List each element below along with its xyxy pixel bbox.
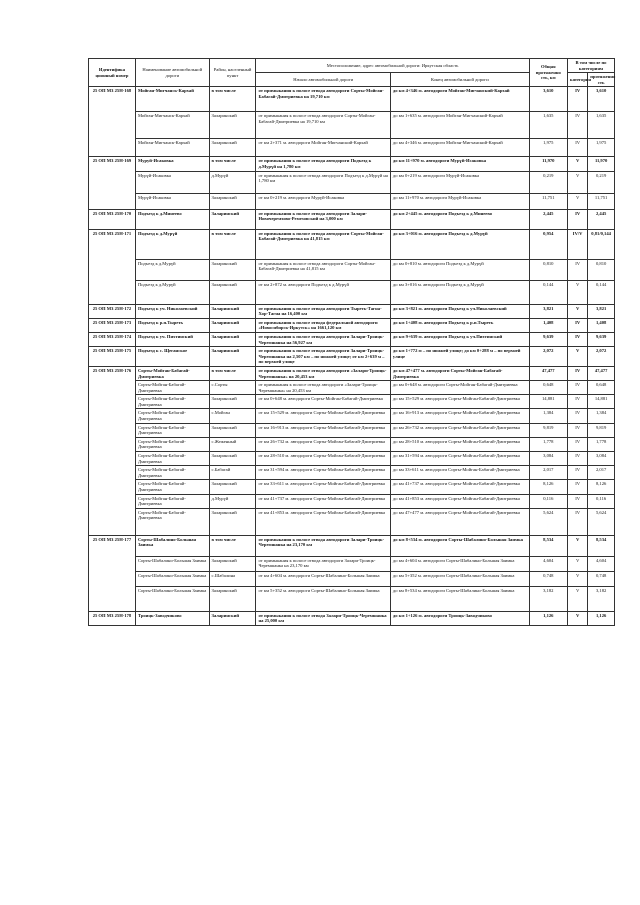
road-length: 9,639 [529, 332, 567, 346]
road-length: 3,084 [529, 452, 567, 466]
road-end: до км 9+639 м. автодороги Подъезд к уч.Пихтинский [390, 332, 529, 346]
district: с.Шабалина [209, 571, 256, 586]
road-category: V [568, 304, 588, 318]
road-name: Мурүй-Исаковка [135, 193, 209, 209]
road-end: до км 31+594 м. автодороги Сорты-Мойган-Бабагай-Дмитриевка [390, 452, 529, 466]
header-id: Идентифика ционный номер [89, 59, 136, 87]
road-start: от примыкания к полосе отвода автодороги Сорты-Мойган-Бабагай-Дмитриевка на 41,815 км [256, 259, 390, 280]
road-end: до км 26+732 м. автодороги Сорты-Мойган-Бабагай-Дмитриевка [390, 423, 529, 437]
road-length: 47,477 [529, 366, 567, 380]
road-name: Сорты-Мойган-Бабагай-Дмитриевка [135, 366, 209, 380]
district: Заларинский [209, 259, 256, 280]
category-length: 3,084 [588, 452, 615, 466]
category-length: 1,778 [588, 437, 615, 451]
road-category: V [568, 347, 588, 367]
road-end: до км 0+219 м. автодороги Мурүй-Исаковка [390, 171, 529, 193]
road-length: 3,821 [529, 304, 567, 318]
district: Заларинский [209, 139, 256, 157]
road-category: V [568, 157, 588, 171]
road-id: 25 ОП МЗ 25Н-168 [89, 87, 136, 157]
road-end: до км 0+648 м. автодороги Сорты-Мойган-Бабагай-Дмитриевка [390, 381, 529, 395]
road-start: от примыкания к полосе отвода автодороги Подъезд к д.Мурүй на 1,780 км [256, 171, 390, 193]
road-start: от примыкания к полосе отвода автодороги Залари-Новочеремхово-Ремезовский на 3,000 км [256, 209, 390, 229]
district: Заларинский [209, 318, 256, 332]
district: Заларинский [209, 556, 256, 571]
road-length: 9,819 [529, 423, 567, 437]
road-length: 1,126 [529, 611, 567, 625]
table-row [89, 395, 615, 409]
road-category: V [568, 535, 588, 556]
category-length: 11,751 [588, 193, 615, 209]
category-length: 2,072 [588, 347, 615, 367]
road-name: Сорты-Шабалино-Большая Заимка [135, 571, 209, 586]
road-start: от км 41+737 м. автодороги Сорты-Мойган-Бабагай-Дмитриевка [256, 494, 390, 508]
road-category: IV [568, 480, 588, 494]
road-end: до км 11+970 м. автодороги Мурүй-Исаковка [390, 193, 529, 209]
district: Заларинский [209, 480, 256, 494]
road-length: 0,648 [529, 381, 567, 395]
road-category: V [568, 556, 588, 571]
table-row [89, 157, 615, 171]
road-end: до км 3+016 м. автодороги Подъезд к д.Мурүй [390, 280, 529, 304]
road-category: IV [568, 409, 588, 423]
table-row [89, 586, 615, 611]
category-length: 1,975 [588, 139, 615, 157]
table-row [89, 318, 615, 332]
category-length: 2,445 [588, 209, 615, 229]
table-row [89, 409, 615, 423]
road-name: Подъезд к уч. Николаевский [135, 304, 209, 318]
road-name: Подъезд к р.п.Тыреть [135, 318, 209, 332]
table-row [89, 87, 615, 112]
road-end: до км 1+635 м. автодороги Мойган-Мигчанский-Кархай [390, 112, 529, 139]
road-start: от км 15+529 м. автодороги Сорты-Мойган-Бабагай-Дмитриевка [256, 409, 390, 423]
district: в том числе [209, 87, 256, 112]
category-length: 0,810 [588, 259, 615, 280]
road-end: до км 16+913 м. автодороги Сорты-Мойган-Бабагай-Дмитриевка [390, 409, 529, 423]
district: Заларинский [209, 423, 256, 437]
road-id: 25 ОП МЗ 25Н-178 [89, 611, 136, 625]
district: в том числе [209, 366, 256, 380]
district: Заларинский [209, 280, 256, 304]
table-row [89, 304, 615, 318]
road-id: 25 ОП МЗ 25Н-169 [89, 157, 136, 209]
district: Заларинский [209, 193, 256, 209]
header-len: протяженно сть [588, 73, 615, 87]
road-category: IV [568, 508, 588, 535]
road-start: от примыкания к полосе отвода автодороги «Залари-Троицк-Черемшанка» на 20,453 км [256, 366, 390, 380]
table-row [89, 347, 615, 367]
road-end: до км 41+737 м. автодороги Сорты-Мойган-Бабагай-Дмитриевка [390, 480, 529, 494]
road-start: от км 4+604 м. автодороги Сорты-Шабалино-Большая Заимка [256, 571, 390, 586]
road-length: 0,810 [529, 259, 567, 280]
road-length: 5,624 [529, 508, 567, 535]
header-end: Конец автомобильной дороги [390, 73, 529, 87]
road-name: Сорты-Мойган-Бабагай-Дмитриевка [135, 381, 209, 395]
road-category: IV [568, 259, 588, 280]
table-row [89, 193, 615, 209]
category-length: 8,534 [588, 535, 615, 556]
road-category: V [568, 586, 588, 611]
road-end: до км 3+016 м. автодороги Подъезд к д.Мурүй [390, 229, 529, 259]
table-header [89, 59, 615, 87]
road-start: от примыкания к полосе отвода автодороги Залари-Троицк-Черемшанка на 23,170 км [256, 556, 390, 571]
road-name: Сорты-Мойган-Бабагай-Дмитриевка [135, 395, 209, 409]
table-row [89, 437, 615, 451]
road-id: 25 ОП МЗ 25Н-174 [89, 332, 136, 346]
road-start: от км 5+352 м. автодороги Сорты-Шабалино-Большая Заимка [256, 586, 390, 611]
district: Заларинский [209, 112, 256, 139]
road-name: Сорты-Шабалино-Большая Заимка [135, 556, 209, 571]
road-length: 0,116 [529, 494, 567, 508]
header-cat: категория [568, 73, 588, 87]
district: с.Жеженный [209, 437, 256, 451]
road-start: от км 33+611 м. автодороги Сорты-Мойган-Бабагай-Дмитриевка [256, 480, 390, 494]
road-start: от примыкания к полосе отвода автодороги Сорты-Мойган-Бабагай-Дмитриевка на 41,815 км [256, 229, 390, 259]
road-name: Подъезд к с. Щеганское [135, 347, 209, 367]
table-row [89, 423, 615, 437]
road-name: Сорты-Мойган-Бабагай-Дмитриевка [135, 409, 209, 423]
road-start: от примыкания к полосе отвода автодороги Сорты-Мойган-Бабагай-Дмитриевка на 19,710 км [256, 87, 390, 112]
road-category: IV [568, 332, 588, 346]
district: д.Мурүй [209, 494, 256, 508]
road-category: IV [568, 112, 588, 139]
road-name: Подъезд к д.Мурүй [135, 280, 209, 304]
road-length: 11,751 [529, 193, 567, 209]
road-name: Троицк-Заводчиково [135, 611, 209, 625]
road-category: IV [568, 395, 588, 409]
table-row [89, 381, 615, 395]
road-length: 0,748 [529, 571, 567, 586]
road-name: Муруй-Исаковка [135, 157, 209, 171]
road-start: от км 0+219 м. автодороги Мурүй-Исаковка [256, 193, 390, 209]
road-length: 2,072 [529, 347, 567, 367]
table-row [89, 508, 615, 535]
road-category: IV [568, 452, 588, 466]
road-name: Сорты-Шабалино-Большая Заимка [135, 535, 209, 556]
road-name: Подъезд к д.Мурүй [135, 259, 209, 280]
district: с.Мойган [209, 409, 256, 423]
road-name: Сорты-Мойган-Бабагай-Дмитриевка [135, 480, 209, 494]
road-start: от км 28+510 м. автодороги Сорты-Мойган-Бабагай-Дмитриевка [256, 452, 390, 466]
road-id: 25 ОП МЗ 25Н-170 [89, 209, 136, 229]
category-length: 0,144 [588, 280, 615, 304]
road-category: V [568, 280, 588, 304]
road-start: от км 41+853 м. автодороги Сорты-Мойган-Бабагай-Дмитриевка [256, 508, 390, 535]
road-name: Сорты-Мойган-Бабагай-Дмитриевка [135, 508, 209, 535]
table-row [89, 556, 615, 571]
table-row [89, 611, 615, 625]
road-name: Мурүй-Исаковка [135, 171, 209, 193]
table-body [89, 87, 615, 626]
table-row [89, 494, 615, 508]
road-length: 1,408 [529, 318, 567, 332]
table-row [89, 480, 615, 494]
road-id: 25 ОП МЗ 25Н-171 [89, 229, 136, 304]
road-category: IV [568, 318, 588, 332]
road-category: IV [568, 437, 588, 451]
road-category: IV [568, 423, 588, 437]
road-start: от примыкания к полосе отвода Залари-Троицк-Черемшанка на 25,000 км [256, 611, 390, 625]
header-start: Начало автомобильной дороги [256, 73, 390, 87]
district: Заларинский [209, 395, 256, 409]
table-row [89, 332, 615, 346]
road-start: от примыкания к полосе отвода автодороги Залари-Троицк-Черемшанка на 56,927 км [256, 332, 390, 346]
table-row [89, 112, 615, 139]
table-row [89, 571, 615, 586]
header-name: Наименование автомобильной дороги [135, 59, 209, 87]
road-end: до км 47+477 м. автодороги Сорты-Мойган-Бабагай-Дмитриевка [390, 366, 529, 380]
road-category: IV [568, 366, 588, 380]
road-id: 25 ОП МЗ 25Н-176 [89, 366, 136, 535]
table-row [89, 280, 615, 304]
road-category: V [568, 171, 588, 193]
category-length: 14,881 [588, 395, 615, 409]
header-length: Общая протяженно сть, км [529, 59, 567, 87]
road-end: до км 11+970 м. автодороги Мурүй-Исаковка [390, 157, 529, 171]
road-id: 25 ОП МЗ 25Н-177 [89, 535, 136, 611]
category-length: 0,116 [588, 494, 615, 508]
category-length: 0,648 [588, 381, 615, 395]
category-length: 5,624 [588, 508, 615, 535]
category-length: 1,635 [588, 112, 615, 139]
district: Заларинский [209, 611, 256, 625]
road-start: от км 2+371 м. автодороги Мойган-Мигчанский-Кархай [256, 139, 390, 157]
road-register-table [88, 58, 615, 626]
category-length: 3,821 [588, 304, 615, 318]
table-row [89, 366, 615, 380]
road-length: 8,126 [529, 480, 567, 494]
road-length: 8,534 [529, 535, 567, 556]
road-end: до км 4+346 м. автодороги Мойган-Мигчанский-Кархай [390, 139, 529, 157]
road-id: 25 ОП МЗ 25Н-172 [89, 304, 136, 318]
road-length: 3,182 [529, 586, 567, 611]
road-length: 0,954 [529, 229, 567, 259]
category-length: 47,477 [588, 366, 615, 380]
category-length: 9,819 [588, 423, 615, 437]
road-name: Сорты-Мойган-Бабагай-Дмитриевка [135, 437, 209, 451]
district: Заларинский [209, 332, 256, 346]
road-category: IV/V [568, 229, 588, 259]
road-category: IV [568, 466, 588, 480]
table-row [89, 452, 615, 466]
road-category: V [568, 193, 588, 209]
road-length: 1,975 [529, 139, 567, 157]
road-length: 1,635 [529, 112, 567, 139]
road-length: 4,604 [529, 556, 567, 571]
road-start: от примыкания к полосе отвода автодороги Залари-Троицк-Черемшанка на 23,170 км [256, 535, 390, 556]
table-row [89, 535, 615, 556]
table-row [89, 466, 615, 480]
category-length: 9,639 [588, 332, 615, 346]
road-start: от примыкания к полосе отвода автодороги Тыреть-Тагна-Хор-Тагна на 16,400 км [256, 304, 390, 318]
category-length: 1,408 [588, 318, 615, 332]
road-name: Сорты-Шабалино-Большая Заимка [135, 586, 209, 611]
road-end: до км 4+346 м. автодороги Мойган-Мигчанский-Кархай [390, 87, 529, 112]
road-id: 25 ОП МЗ 25Н-173 [89, 318, 136, 332]
road-category: IV [568, 381, 588, 395]
district: Заларинский [209, 304, 256, 318]
table-row [89, 171, 615, 193]
road-end: до км 41+853 м. автодороги Сорты-Мойган-Бабагай-Дмитриевка [390, 494, 529, 508]
road-category: IV [568, 494, 588, 508]
header-location: Местоположение, адрес автомобильной дороги: Иркутская область [256, 59, 529, 73]
category-length: 1,384 [588, 409, 615, 423]
road-end: до км 3+821 м. автодороги Подъезд к уч.Николаевский [390, 304, 529, 318]
district: в том числе [209, 535, 256, 556]
header-incl: В том числе по категориям [568, 59, 615, 73]
road-name: Мойган-Мигчанск-Кархай [135, 87, 209, 112]
road-end: до км 15+529 м. автодороги Сорты-Мойган-Бабагай-Дмитриевка [390, 395, 529, 409]
category-length: 3,610 [588, 87, 615, 112]
road-id: 25 ОП МЗ 25Н-175 [89, 347, 136, 367]
district: с.Сорты [209, 381, 256, 395]
road-name: Подъезд к уч. Пихтинский [135, 332, 209, 346]
road-start: от примыкания к полосе отвода автодороги Залари-Троицк-Черемшанка на 2,507 км – по нижней улице; от км 2+639 м – по верхней улице [256, 347, 390, 367]
road-start: от км 26+732 м. автодороги Сорты-Мойган-Бабагай-Дмитриевка [256, 437, 390, 451]
road-name: Сорты-Мойган-Бабагай-Дмитриевка [135, 423, 209, 437]
road-category: IV [568, 209, 588, 229]
road-end: до км 1+408 м. автодороги Подъезд к р.п.Тыреть [390, 318, 529, 332]
road-category: V [568, 611, 588, 625]
road-name: Сорты-Мойган-Бабагай-Дмитриевка [135, 494, 209, 508]
road-end: до км 5+352 м. автодороги Сорты-Шабалино-Большая Заимка [390, 571, 529, 586]
table-row [89, 229, 615, 259]
road-end: до км 28+510 м. автодороги Сорты-Мойган-Бабагай-Дмитриевка [390, 437, 529, 451]
district: в том числе [209, 157, 256, 171]
district: Заларинский [209, 586, 256, 611]
road-length: 2,017 [529, 466, 567, 480]
district: Заларинский [209, 508, 256, 535]
road-length: 0,219 [529, 171, 567, 193]
road-name: Подъезд к д.Мурүй [135, 229, 209, 259]
road-category: IV [568, 139, 588, 157]
road-start: от примыкания к полосе отвода федеральной автодороги «Новосибирск-Иркутск» на 1661,120 км [256, 318, 390, 332]
road-end: до км 8+534 м. автодороги Сорты-Шабалино-Большая Заимка [390, 586, 529, 611]
table-row [89, 259, 615, 280]
road-start: от примыкания к полосе отвода автодороги Сорты-Мойган-Бабагай-Дмитриевка на 19,710 км [256, 112, 390, 139]
road-length: 3,610 [529, 87, 567, 112]
road-name: Сорты-Мойган-Бабагай-Дмитриевка [135, 466, 209, 480]
table-row [89, 139, 615, 157]
road-name: Подъезд к д.Минеево [135, 209, 209, 229]
road-start: от км 0+648 м. автодороги Сорты-Мойган-Бабагай-Дмитриевка [256, 395, 390, 409]
road-start: от примыкания к полосе отвода автодороги «Залари-Троицк-Черемшанка» на 20,453 км [256, 381, 390, 395]
district: с.Бабагай [209, 466, 256, 480]
road-start: от примыкания к полосе отвода автодороги Подъезд к д.Мурүй на 1,780 км [256, 157, 390, 171]
category-length: 0,748 [588, 571, 615, 586]
road-category: IV [568, 87, 588, 112]
road-end: до км 0+810 м. автодороги Подъезд к д.Мурүй [390, 259, 529, 280]
road-length: 11,970 [529, 157, 567, 171]
road-length: 1,778 [529, 437, 567, 451]
category-length: 2,017 [588, 466, 615, 480]
category-length: 1,126 [588, 611, 615, 625]
road-end: до км 4+604 м. автодороги Сорты-Шабалино-Большая Заимка [390, 556, 529, 571]
road-length: 1,384 [529, 409, 567, 423]
district: Заларинский [209, 209, 256, 229]
road-start: от км 2+872 м. автодороги Подъезд к д.Мурүй [256, 280, 390, 304]
category-length: 8,126 [588, 480, 615, 494]
road-start: от км 16+913 м. автодороги Сорты-Мойган-Бабагай-Дмитриевка [256, 423, 390, 437]
road-name: Мойган-Мигчанск-Кархай [135, 139, 209, 157]
district: в том числе [209, 229, 256, 259]
road-end: до км 47+477 м. автодороги Сорты-Мойган-Бабагай-Дмитриевка [390, 508, 529, 535]
header-district: Район, населенный пункт [209, 59, 256, 87]
road-length: 0,144 [529, 280, 567, 304]
district: д.Мурүй [209, 171, 256, 193]
road-end: до км 1+126 м. автодороги Троицк-Заводчиково [390, 611, 529, 625]
table-row [89, 209, 615, 229]
category-length: 11,970 [588, 157, 615, 171]
road-end: до км 33+611 м. автодороги Сорты-Мойган-Бабагай-Дмитриевка [390, 466, 529, 480]
category-length: 3,182 [588, 586, 615, 611]
road-end: до км 2+445 м. автодороги Подъезд к д.Минеево [390, 209, 529, 229]
district: Заларинский [209, 347, 256, 367]
road-length: 2,445 [529, 209, 567, 229]
road-name: Сорты-Мойган-Бабагай-Дмитриевка [135, 452, 209, 466]
category-length: 0,219 [588, 171, 615, 193]
road-length: 14,881 [529, 395, 567, 409]
category-length: 4,604 [588, 556, 615, 571]
road-end: до км 8+534 м. автодороги Сорты-Шабалино-Большая Заимка [390, 535, 529, 556]
road-category: V [568, 571, 588, 586]
road-name: Мойган-Мигчанск-Кархай [135, 112, 209, 139]
road-end: до км 1+772 м – по нижней улице; до км 0+288 м – по верхней улице [390, 347, 529, 367]
road-start: от км 31+594 м. автодороги Сорты-Мойган-Бабагай-Дмитриевка [256, 466, 390, 480]
category-length: 0,81/0,144 [588, 229, 615, 259]
district: Заларинский [209, 452, 256, 466]
